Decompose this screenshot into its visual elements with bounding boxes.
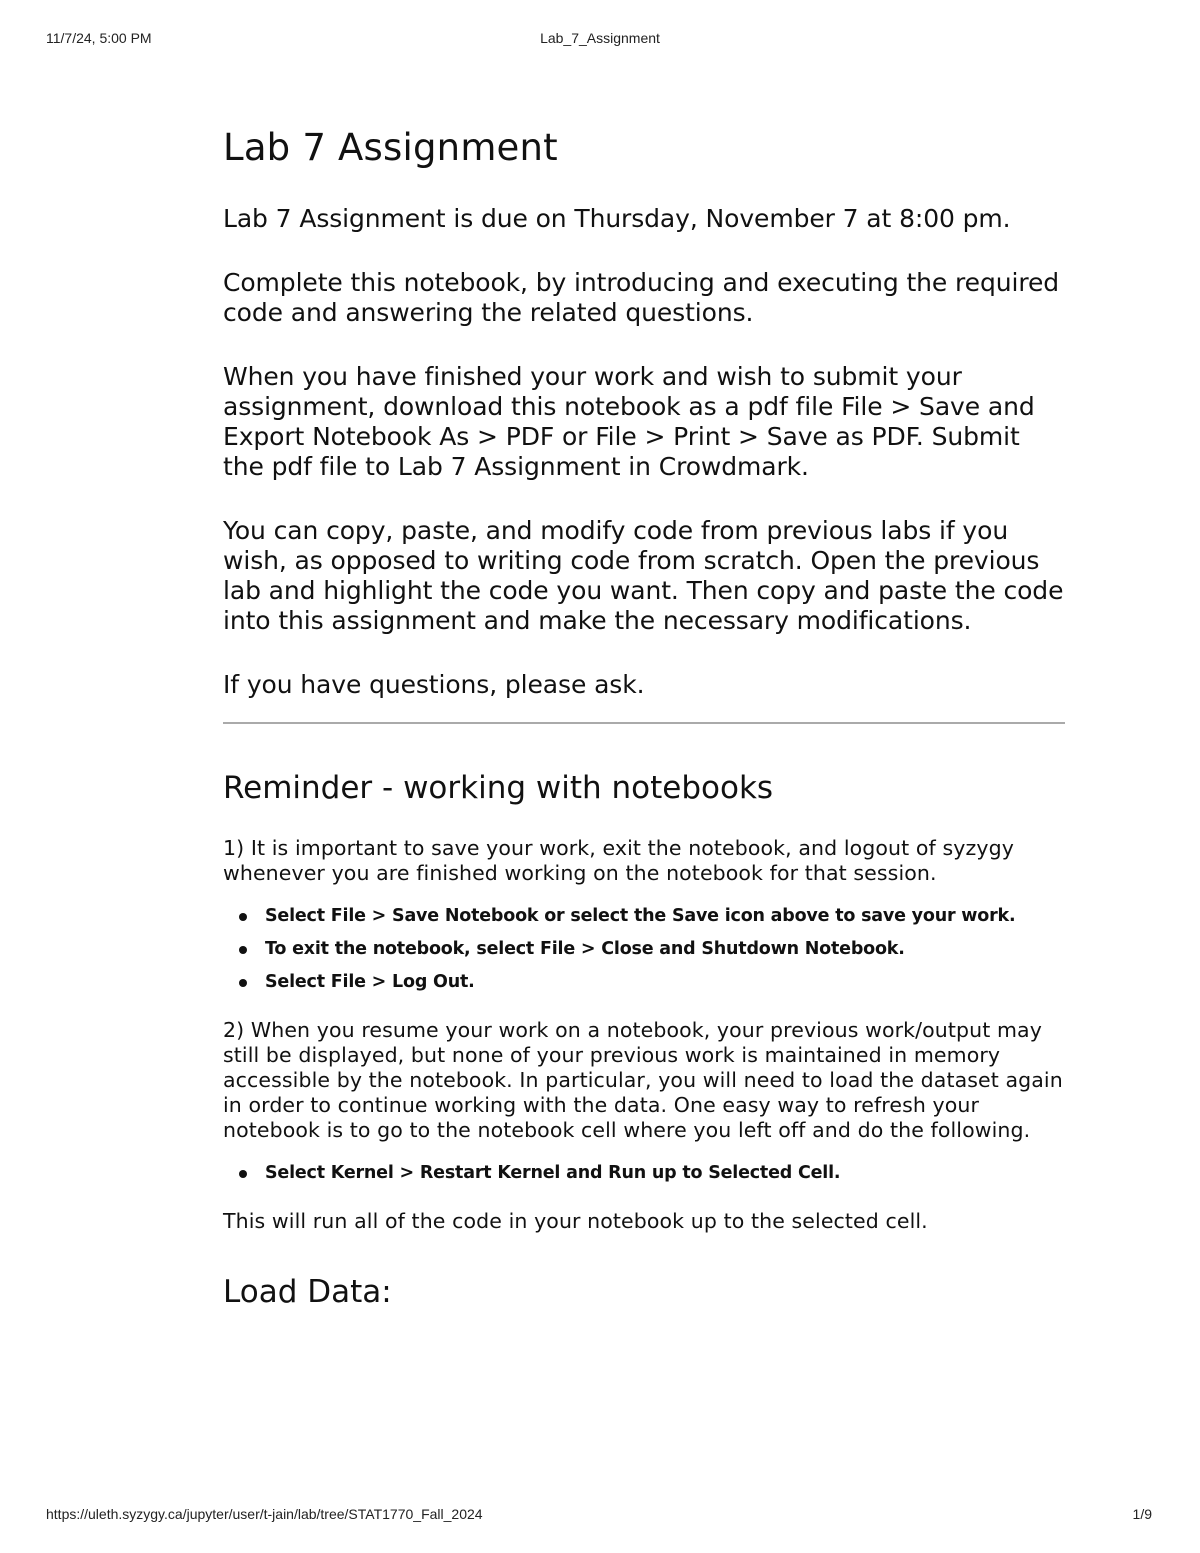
reminder-point-1: 1) It is important to save your work, exit the notebook, and logout of syzygy whenever you are finished working on the notebook for that session. [223,835,1014,885]
list-item: Select Kernel > Restart Kernel and Run up to Selected Cell. [265,1161,1068,1185]
notebook-content [223,126,1068,1339]
print-footer-url: https://uleth.syzygy.ca/jupyter/user/t-jain/lab/tree/STAT1770_Fall_2024 [46,1506,483,1522]
reminder-heading: Reminder - working with notebooks [223,770,774,807]
notebook-title: Lab 7 Assignment [223,126,558,169]
intro-copy-code: You can copy, paste, and modify code from previous labs if you wish, as opposed to writing code from scratch. Open the previous lab and highlight the code you want. Then copy and paste the code into this assignment and make the necessary modifications. [223,516,1064,636]
print-header [0,30,1200,50]
intro-questions: If you have questions, please ask. [223,670,645,700]
reminder-point-2: 2) When you resume your work on a notebook, your previous work/output may still be displayed, but none of your previous work is maintained in memory accessible by the notebook. In particular, you will need to load the dataset again in order to continue working with the data. One easy way to refresh your notebook is to go to the notebook cell where you left off and do the following. [223,1017,1063,1142]
intro-complete: Complete this notebook, by introducing and executing the required code and answering the related questions. [223,268,1059,328]
load-data-heading: Load Data: [223,1273,392,1310]
list-item: To exit the notebook, select File > Close and Shutdown Notebook. [265,937,1068,961]
print-footer-page: 1/9 [1132,1506,1152,1522]
print-header-datetime: 11/7/24, 5:00 PM [46,30,152,46]
reminder-point-1-steps [223,904,1068,994]
list-item: Select File > Log Out. [265,970,1068,994]
print-header-title: Lab_7_Assignment [540,30,660,46]
reminder-point-2-steps [223,1161,1068,1185]
intro-submit: When you have finished your work and wish to submit your assignment, download this notebook as a pdf file File > Save and Export Notebook As > PDF or File > Print > Save as PDF. Submit the pdf file to Lab 7 Assignment in Crowdmark. [223,362,1035,482]
reminder-closing: This will run all of the code in your notebook up to the selected cell. [223,1208,928,1233]
print-footer [0,1506,1200,1526]
list-item: Select File > Save Notebook or select the Save icon above to save your work. [265,904,1068,928]
intro-due-date: Lab 7 Assignment is due on Thursday, November 7 at 8:00 pm. [223,204,1011,234]
section-divider [223,722,1065,724]
